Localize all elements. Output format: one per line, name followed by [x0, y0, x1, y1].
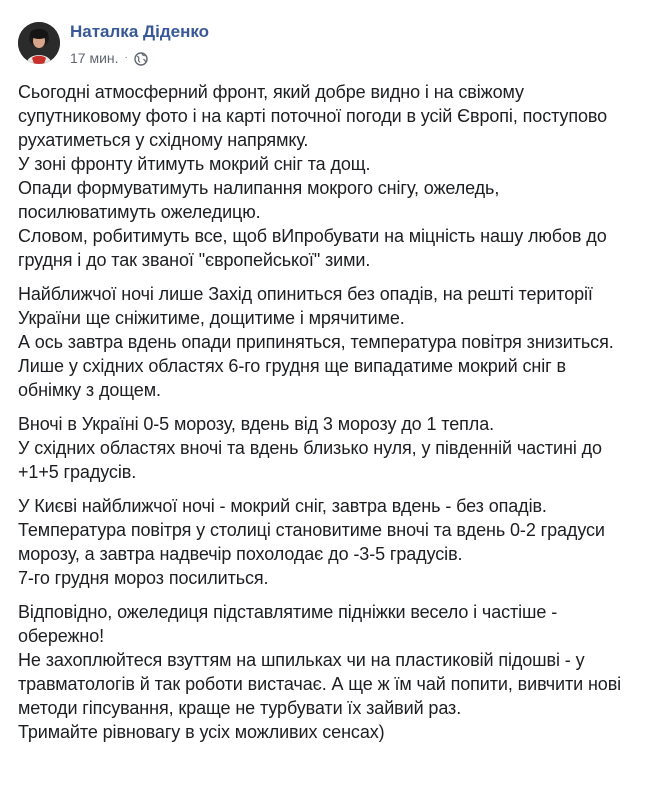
- post-text-line: супутниковому фото і на карті поточної погоди в усій Європі, поступово: [18, 106, 608, 126]
- post-paragraph: [18, 80, 658, 272]
- post-text-line: морозу, а завтра надвечір похолодає до -3-5 градусів.: [18, 544, 463, 564]
- post-text-line: +1+5 градусів.: [18, 462, 137, 482]
- post-text-line: Не захоплюйтеся взуттям на шпильках чи на пластиковій підошві - у: [18, 650, 585, 670]
- post-body: [18, 80, 658, 754]
- avatar[interactable]: [18, 22, 60, 64]
- post-text-line: Опади формуватимуть налипання мокрого снігу, ожеледь,: [18, 178, 500, 198]
- post-timestamp[interactable]: 17 мин.: [70, 50, 119, 66]
- post-text-line: Найближчої ночі лише Захід опиниться без опадів, на решті території: [18, 284, 593, 304]
- post-text-line: методи гіпсування, краще не турбувати їх зайвий раз.: [18, 698, 462, 718]
- post-text-line: посилюватимуть ожеледицю.: [18, 202, 261, 222]
- post-text-line: травматологів й так роботи вистачає. А ще ж їм чай попити, вивчити нові: [18, 674, 622, 694]
- post-text-line: рухатиметься у східному напрямку.: [18, 130, 309, 150]
- post-text-line: Тримайте рівновагу в усіх можливих сенсах): [18, 722, 385, 742]
- post-text-line: У східних областях вночі та вдень близько нуля, у південній частині до: [18, 438, 602, 458]
- post-text-line: України ще сніжитиме, дощитиме і мрячитиме.: [18, 308, 405, 328]
- meta-separator: ·: [124, 52, 128, 63]
- post-text-line: Відповідно, ожеледиця підставлятиме підніжки весело і частіше -: [18, 602, 558, 622]
- post-paragraph: [18, 600, 658, 744]
- post-text-line: Словом, робитимуть все, щоб вИпробувати на міцність нашу любов до: [18, 226, 607, 246]
- post-text-line: У зоні фронту йтимуть мокрий сніг та дощ.: [18, 154, 371, 174]
- globe-icon[interactable]: [134, 51, 148, 65]
- post-text-line: грудня і до так званої "європейської" зими.: [18, 250, 371, 270]
- avatar-photo: [18, 22, 60, 64]
- post-meta: [70, 20, 209, 68]
- post-text-line: Лише у східних областях 6-го грудня ще випадатиме мокрий сніг в: [18, 356, 566, 376]
- post-subline: [70, 48, 209, 68]
- post-text-line: А ось завтра вдень опади припиняться, температура повітря знизиться.: [18, 332, 614, 352]
- post-text-line: У Києві найближчої ночі - мокрий сніг, завтра вдень - без опадів.: [18, 496, 547, 516]
- post-text-line: Температура повітря у столиці становитиме вночі та вдень 0-2 градуси: [18, 520, 605, 540]
- author-name[interactable]: Наталка Діденко: [70, 22, 210, 41]
- post-text-line: Вночі в Україні 0-5 морозу, вдень від 3 морозу до 1 тепла.: [18, 414, 495, 434]
- post-text-line: 7-го грудня мороз посилиться.: [18, 568, 269, 588]
- post-text-line: обережно!: [18, 626, 105, 646]
- post-paragraph: [18, 282, 658, 402]
- post-text-line: обнімку з дощем.: [18, 380, 161, 400]
- post-paragraph: [18, 412, 658, 484]
- post-paragraph: [18, 494, 658, 590]
- post-header: [18, 20, 209, 70]
- post-text-line: Сьогодні атмосферний фронт, який добре видно і на свіжому: [18, 82, 524, 102]
